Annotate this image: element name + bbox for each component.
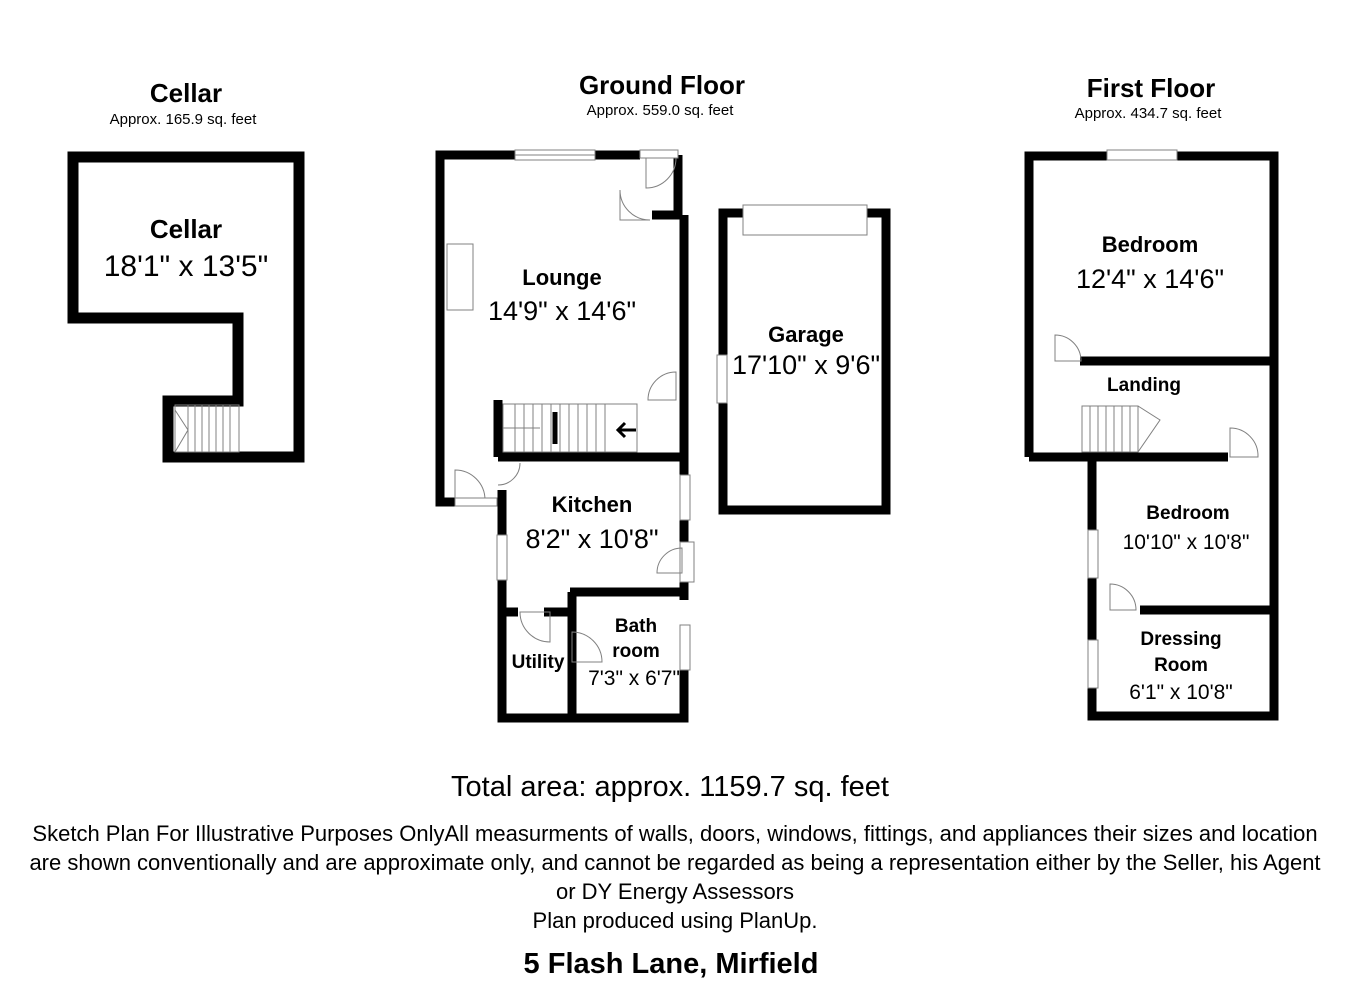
cellar-stairs (175, 405, 239, 452)
kitchen-west-window (497, 535, 507, 580)
ground-floor-area: Approx. 559.0 sq. feet (586, 102, 734, 119)
lounge-dims: 14'9" x 14'6" (487, 296, 637, 326)
cellar-floor-area: Approx. 165.9 sq. feet (109, 111, 257, 128)
bathroom-name-line2: room (612, 641, 660, 662)
bathroom-name-line1: Bath (614, 616, 658, 637)
produced-by: Plan produced using PlanUp. (532, 908, 818, 933)
landing-name: Landing (1107, 375, 1181, 396)
chimney-breast (447, 244, 473, 310)
stair-door-swing (648, 372, 676, 400)
front-door-swing (646, 158, 676, 188)
porch-wall (652, 155, 678, 215)
property-address: 5 Flash Lane, Mirfield (523, 948, 819, 980)
garage-window (717, 355, 727, 403)
cellar-room-name: Cellar (149, 214, 223, 244)
cellar-room-dims: 18'1" x 13'5" (103, 250, 269, 283)
dressing-dims: 6'1" x 10'8" (1129, 681, 1233, 704)
cellar-floor-title: Cellar (149, 78, 223, 108)
total-area: Total area: approx. 1159.7 sq. feet (451, 771, 889, 803)
garage-dims: 17'10" x 9'6" (731, 350, 881, 380)
first-stairs (1082, 406, 1160, 452)
bedroom2-dims: 10'10" x 10'8" (1122, 531, 1250, 554)
bathroom-dims: 7'3" x 6'7" (588, 667, 680, 690)
dressing-name-line1: Dressing (1140, 629, 1222, 650)
bedroom1-dims: 12'4" x 14'6" (1075, 264, 1225, 294)
bedroom1-door-swing (1055, 335, 1081, 361)
kitchen-door-swing (455, 470, 485, 500)
cellar-plan (73, 157, 299, 457)
bedroom2-name: Bedroom (1146, 503, 1230, 524)
bedroom2-window (1088, 530, 1098, 578)
ground-floor-title: Ground Floor (578, 70, 746, 100)
kitchen-name: Kitchen (551, 492, 633, 517)
disclaimer (25, 819, 1325, 935)
disclaimer-text: Sketch Plan For Illustrative Purposes OnlyAll measurments of walls, doors, windows, fittings, and appliances their sizes and location are shown conventionally and are approximate only, and cannot be regarded as being a representation either by the Seller, his Agent or DY Energy Assessors (29, 821, 1321, 904)
lounge-name: Lounge (522, 265, 602, 290)
lounge-outer-wall (440, 155, 640, 502)
dressing-name-line2: Room (1154, 655, 1208, 676)
first-floor-title: First Floor (1086, 73, 1216, 103)
bedroom2-door-swing (1230, 428, 1258, 457)
dressing-door-swing (1110, 584, 1136, 610)
porch-door-swing (620, 190, 650, 220)
front-door-frame (640, 150, 678, 158)
first-floor-area: Approx. 434.7 sq. feet (1074, 105, 1222, 122)
kitchen-window (680, 475, 690, 520)
kitchen-dims: 8'2" x 10'8" (525, 524, 659, 554)
bedroom1-name: Bedroom (1101, 232, 1199, 257)
bedroom1-window (1107, 150, 1177, 160)
bathroom-window (680, 625, 690, 670)
cellar-walls (73, 157, 299, 457)
garage-door (743, 205, 867, 235)
ground-stairs (503, 404, 637, 452)
dressing-window (1088, 640, 1098, 688)
garage-name: Garage (768, 322, 844, 347)
stair-arrow-icon (618, 423, 636, 437)
kitchen-back-door-frame (455, 498, 497, 506)
utility-name: Utility (511, 652, 565, 673)
